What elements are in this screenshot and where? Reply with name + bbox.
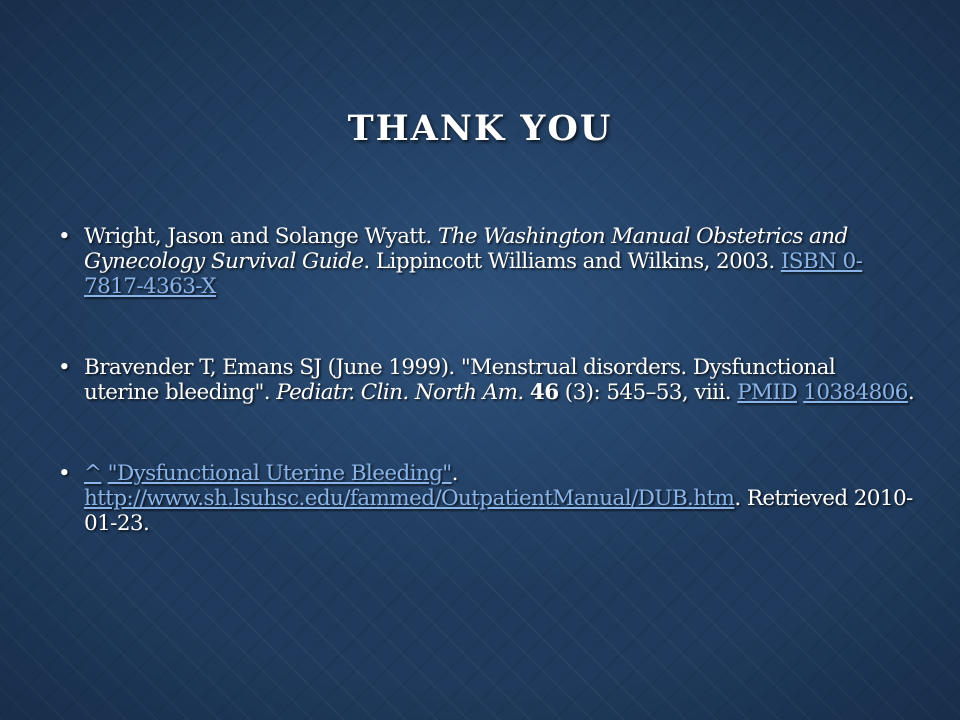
reference-text: . [451,461,458,486]
reference-list [56,224,916,592]
reference-text: . Lippincott Williams and Wilkins, 2003. [363,249,781,274]
reference-item-dub [56,461,916,536]
reference-text: . Retrieved 2010-01-23. [84,486,913,536]
book-title: The Washington Manual Obstetrics and Gynecology Survival Guide [84,224,848,274]
reference-item-bravender [56,355,916,405]
reference-text: . [907,380,915,405]
reference-text: (3): 545–53, viii. [558,380,738,405]
volume-number: 46 [529,380,559,405]
reference-item-wright [56,224,916,299]
url-link[interactable]: http://www.sh.lsuhsc.edu/fammed/OutpatientManual/DUB.htm [84,486,735,511]
isbn-link[interactable]: ISBN 0-7817-4363-X [84,249,863,299]
journal-title: Pediatr. Clin. North Am. [276,380,524,405]
pmid-number-link[interactable]: 10384806 [803,380,908,405]
reference-text: Bravender T, Emans SJ (June 1999). "Menstrual disorders. Dysfunctional uterine bleeding". [84,355,836,405]
bullet-icon: • [58,355,71,380]
article-title-link[interactable]: "Dysfunctional Uterine Bleeding" [107,461,452,486]
pmid-link[interactable]: PMID [737,380,797,405]
bullet-icon: • [58,461,71,486]
reference-text: Wright, Jason and Solange Wyatt. [84,224,438,249]
caret-backlink[interactable]: ^ [84,461,102,486]
slide-title: THANK YOU [347,108,613,149]
bullet-icon: • [58,224,71,249]
